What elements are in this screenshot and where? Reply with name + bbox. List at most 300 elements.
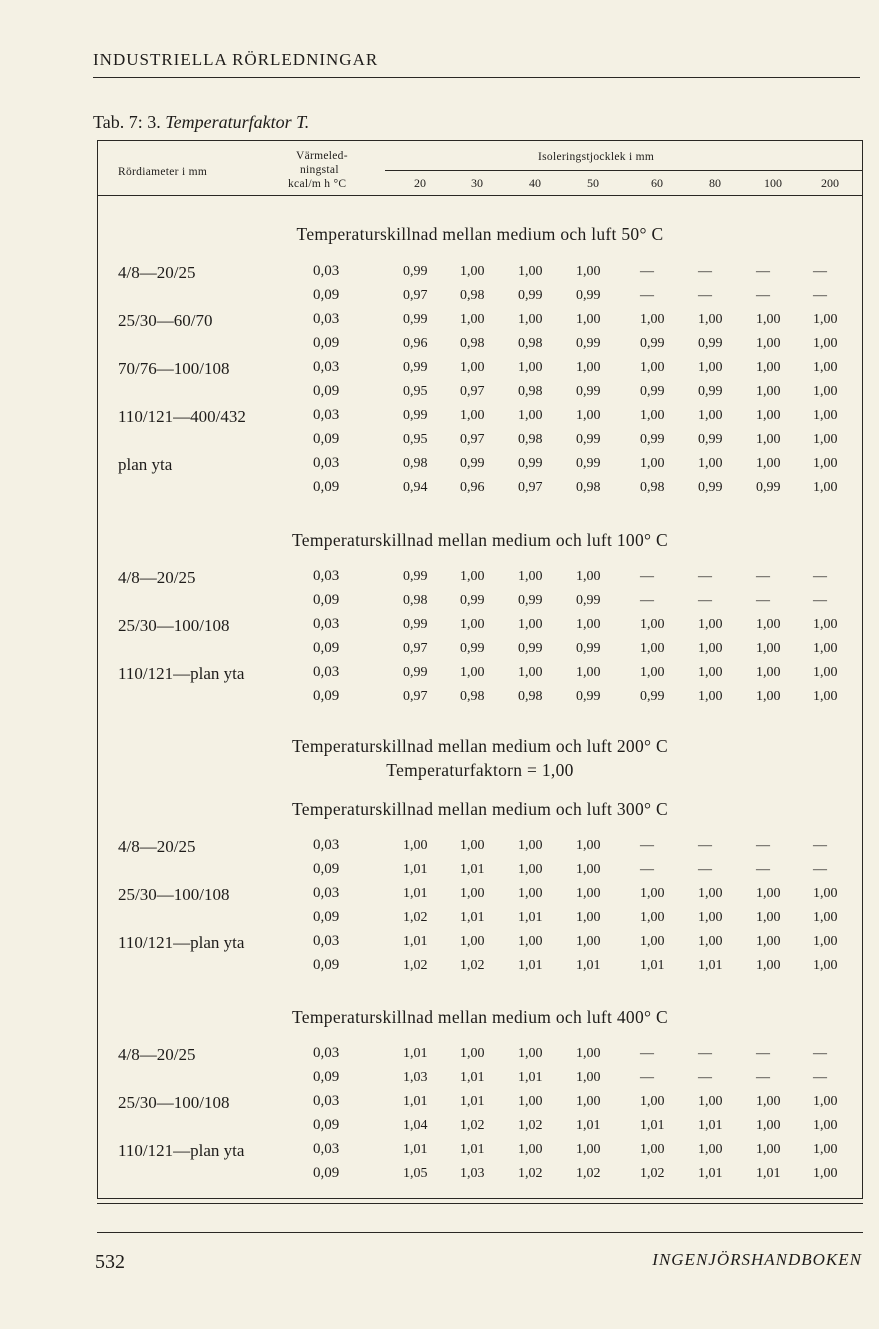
row-conductivity: 0,03 [313,837,340,853]
table-cell: 1,00 [518,886,543,901]
row-conductivity: 0,03 [313,263,340,279]
table-cell: 1,01 [518,910,543,925]
table-cell: — [756,569,770,584]
table-cell: 0,97 [460,384,485,399]
table-cell: — [813,264,827,279]
table-cell: — [756,1070,770,1085]
table-cell: 1,00 [460,838,485,853]
table-cell: — [756,838,770,853]
table-cell: — [640,569,654,584]
table-cell: 0,94 [403,480,428,495]
table-cell: 1,01 [460,1094,485,1109]
table-cell: 0,97 [460,432,485,447]
table-cell: 1,00 [518,408,543,423]
section-title: Temperaturskillnad mellan medium och luft 200° C [292,736,668,756]
table-cell: 1,00 [576,1094,601,1109]
table-cell: 0,98 [640,480,665,495]
table-cell: 1,00 [756,360,781,375]
table-cell: 1,00 [756,665,781,680]
table-cell: — [813,838,827,853]
table-cell: 1,00 [756,958,781,973]
table-cell: 1,00 [813,641,838,656]
table-cell: 1,00 [518,360,543,375]
table-cell: 1,00 [813,360,838,375]
table-cell: 0,97 [518,480,543,495]
row-conductivity: 0,03 [313,311,340,327]
table-cell: 1,00 [813,617,838,632]
table-cell: 1,00 [403,838,428,853]
row-diameter-label: 25/30—100/108 [118,885,230,904]
row-diameter-label: 4/8—20/25 [118,837,196,856]
table-cell: 0,99 [576,593,601,608]
table-cell: 0,99 [460,456,485,471]
row-diameter-label: 70/76—100/108 [118,359,230,378]
table-cell: 1,00 [518,665,543,680]
table-cell: 1,00 [813,1094,838,1109]
table-cell: 1,00 [576,408,601,423]
table-cell: 0,99 [403,312,428,327]
thickness-column-header: 40 [529,176,541,190]
table-cell: 1,00 [460,264,485,279]
row-diameter-label: 4/8—20/25 [118,1045,196,1064]
table-cell: 1,02 [640,1166,665,1181]
thickness-column-header: 50 [587,176,599,190]
table-cell: 0,99 [698,432,723,447]
table-cell: — [813,593,827,608]
table-cell: 1,00 [576,886,601,901]
table-frame-top [97,140,863,141]
table-cell: 0,98 [403,456,428,471]
row-conductivity: 0,09 [313,1069,340,1085]
table-cell: 0,95 [403,384,428,399]
table-frame-right [862,140,863,1198]
table-cell: 1,01 [460,1142,485,1157]
row-conductivity: 0,09 [313,1117,340,1133]
table-cell: 1,00 [460,569,485,584]
table-cell: 0,98 [576,480,601,495]
table-cell: 1,01 [403,862,428,877]
table-cell: 1,00 [640,641,665,656]
table-cell: 1,00 [576,264,601,279]
table-cell: — [640,838,654,853]
row-conductivity: 0,09 [313,383,340,399]
table-cell: 0,99 [576,689,601,704]
table-cell: 1,00 [576,569,601,584]
row-conductivity: 0,09 [313,287,340,303]
table-cell: 1,00 [518,312,543,327]
table-cell: 1,01 [698,1166,723,1181]
table-cell: — [698,593,712,608]
table-cell: 1,00 [518,1094,543,1109]
table-cell: 1,00 [640,934,665,949]
row-conductivity: 0,03 [313,885,340,901]
table-cell: 0,99 [403,264,428,279]
row-conductivity: 0,03 [313,1141,340,1157]
table-cell: 1,00 [756,1142,781,1157]
table-cell: 1,00 [460,934,485,949]
row-diameter-label: 4/8—20/25 [118,568,196,587]
row-diameter-label: 110/121—400/432 [118,407,246,426]
row-conductivity: 0,09 [313,431,340,447]
table-cell: 0,99 [698,384,723,399]
table-cell: 1,00 [698,1142,723,1157]
table-cell: 1,01 [460,910,485,925]
table-cell: 1,01 [698,958,723,973]
table-cell: 1,00 [756,617,781,632]
row-diameter-label: 110/121—plan yta [118,664,245,683]
table-cell: 0,99 [403,360,428,375]
table-cell: 1,01 [640,1118,665,1133]
table-cell: 0,98 [518,689,543,704]
row-conductivity: 0,09 [313,909,340,925]
table-cell: 1,00 [813,1166,838,1181]
table-cell: 1,02 [403,958,428,973]
table-cell: — [698,838,712,853]
table-cell: 1,00 [518,264,543,279]
table-cell: 1,00 [640,360,665,375]
table-frame-bottom [97,1198,863,1199]
table-cell: 1,04 [403,1118,428,1133]
table-cell: 1,00 [813,408,838,423]
table-cell: — [756,593,770,608]
table-cell: 1,00 [640,665,665,680]
table-cell: 0,99 [518,288,543,303]
table-cell: 1,00 [756,1118,781,1133]
table-cell: 0,99 [576,288,601,303]
table-cell: 1,02 [576,1166,601,1181]
conductivity-header-line2: ningstal [300,164,339,176]
table-cell: 1,01 [403,1142,428,1157]
table-cell: 1,01 [403,1046,428,1061]
table-cell: 0,99 [460,593,485,608]
table-cell: 1,00 [756,689,781,704]
table-cell: — [756,1046,770,1061]
table-cell: 1,01 [518,958,543,973]
table-cell: — [813,862,827,877]
table-cell: — [640,1070,654,1085]
table-cell: 0,99 [518,641,543,656]
table-cell: 1,00 [518,1142,543,1157]
table-cell: 1,00 [576,1142,601,1157]
table-cell: 0,97 [403,288,428,303]
table-cell: 0,99 [640,689,665,704]
table-cell: 1,00 [460,617,485,632]
table-cell: 0,99 [576,641,601,656]
table-cell: 0,99 [576,336,601,351]
row-diameter-label: 25/30—60/70 [118,311,213,330]
table-cell: — [640,593,654,608]
table-cell: 0,99 [756,480,781,495]
section-title: Temperaturskillnad mellan medium och luft 400° C [292,1007,668,1027]
table-cell: 0,99 [576,432,601,447]
table-cell: 0,97 [403,689,428,704]
section-title: Temperaturskillnad mellan medium och luft 300° C [292,799,668,819]
table-cell: 1,00 [576,617,601,632]
table-cell: 1,00 [640,910,665,925]
table-cell: 1,00 [813,689,838,704]
table-cell: 1,00 [518,862,543,877]
table-cell: 1,00 [698,689,723,704]
table-cell: — [813,569,827,584]
row-conductivity: 0,03 [313,1045,340,1061]
table-cell: 1,00 [640,617,665,632]
footer-rule [97,1232,863,1233]
row-diameter-label: 4/8—20/25 [118,263,196,282]
table-cell: 1,00 [698,617,723,632]
table-cell: 0,99 [518,593,543,608]
table-cell: — [756,288,770,303]
conductivity-header-line1: Värmeled- [296,150,348,162]
table-cell: 0,99 [403,408,428,423]
row-conductivity: 0,03 [313,568,340,584]
table-cell: 1,01 [756,1166,781,1181]
table-number: Tab. 7: 3. [93,112,161,132]
table-cell: — [698,569,712,584]
row-diameter-label: 110/121—plan yta [118,933,245,952]
table-cell: 1,03 [460,1166,485,1181]
table-cell: 1,00 [518,569,543,584]
table-cell: 0,98 [460,336,485,351]
table-cell: 1,00 [576,1046,601,1061]
row-conductivity: 0,09 [313,479,340,495]
table-cell: 1,00 [813,456,838,471]
table-cell: 0,99 [698,480,723,495]
row-conductivity: 0,03 [313,664,340,680]
thickness-column-header: 200 [821,176,839,190]
table-cell: 1,00 [460,665,485,680]
table-cell: 1,00 [813,1118,838,1133]
table-frame-bottom-double [97,1203,863,1204]
table-cell: 0,98 [518,336,543,351]
table-cell: 0,99 [576,384,601,399]
row-conductivity: 0,03 [313,407,340,423]
table-cell: — [698,264,712,279]
table-cell: 1,02 [460,958,485,973]
table-cell: 1,02 [518,1118,543,1133]
table-cell: 1,02 [403,910,428,925]
table-cell: 1,00 [576,1070,601,1085]
table-cell: — [640,264,654,279]
table-cell: 1,00 [756,384,781,399]
table-cell: 0,98 [518,432,543,447]
table-cell: 1,00 [813,1142,838,1157]
table-cell: 0,97 [403,641,428,656]
table-cell: 1,01 [403,934,428,949]
row-diameter-label: plan yta [118,455,173,474]
table-name: Temperaturfaktor T. [165,112,310,132]
table-cell: 1,00 [576,312,601,327]
row-conductivity: 0,09 [313,592,340,608]
table-cell: 1,00 [698,1094,723,1109]
table-cell: 1,00 [813,910,838,925]
conductivity-header-line3: kcal/m h °C [288,178,347,190]
table-cell: 1,00 [518,1046,543,1061]
table-cell: 1,00 [698,910,723,925]
table-cell: 0,99 [403,665,428,680]
table-cell: 0,96 [460,480,485,495]
table-cell: 1,00 [576,360,601,375]
table-cell: 0,95 [403,432,428,447]
thickness-column-header: 20 [414,176,426,190]
table-cell: 1,00 [698,456,723,471]
table-cell: 1,00 [813,886,838,901]
table-cell: — [813,1046,827,1061]
table-cell: 0,99 [403,617,428,632]
table-cell: — [756,862,770,877]
row-conductivity: 0,03 [313,1093,340,1109]
table-cell: 0,99 [518,456,543,471]
thickness-column-header: 60 [651,176,663,190]
section-note: Temperaturfaktorn = 1,00 [386,760,574,780]
thickness-column-header: 100 [764,176,782,190]
row-conductivity: 0,09 [313,957,340,973]
table-cell: 1,05 [403,1166,428,1181]
header-rule [93,77,860,78]
table-frame-left [97,140,98,1198]
table-cell: 0,99 [640,432,665,447]
row-diameter-label: 25/30—100/108 [118,1093,230,1112]
table-cell: 1,00 [460,408,485,423]
table-cell: 1,00 [813,958,838,973]
table-cell: — [698,1070,712,1085]
book-title: INGENJÖRSHANDBOKEN [652,1250,862,1269]
table-cell: 1,00 [640,886,665,901]
table-cell: 1,00 [698,934,723,949]
table-header-rule [97,195,863,196]
table-cell: — [756,264,770,279]
table-cell: 1,00 [518,838,543,853]
row-conductivity: 0,09 [313,335,340,351]
table-cell: — [640,862,654,877]
table-cell: 1,00 [640,1142,665,1157]
row-conductivity: 0,03 [313,359,340,375]
row-conductivity: 0,09 [313,1165,340,1181]
table-cell: 1,01 [460,1070,485,1085]
section-title: Temperaturskillnad mellan medium och luft 100° C [292,530,668,550]
row-diameter-label: 110/121—plan yta [118,1141,245,1160]
table-cell: 1,00 [518,934,543,949]
table-cell: 1,00 [460,886,485,901]
table-cell: 1,00 [813,480,838,495]
thickness-column-header: 80 [709,176,721,190]
table-cell: 1,00 [640,312,665,327]
table-cell: 0,99 [698,336,723,351]
table-cell: 0,98 [460,689,485,704]
table-cell: 1,00 [460,360,485,375]
insulation-header-rule [385,170,862,171]
table-cell: 1,00 [756,641,781,656]
table-cell: 1,01 [576,1118,601,1133]
table-cell: — [698,1046,712,1061]
table-cell: — [698,862,712,877]
thickness-column-header: 30 [471,176,483,190]
table-cell: 0,98 [518,384,543,399]
diameter-column-header: Rördiameter i mm [118,166,208,178]
table-cell: 1,00 [813,934,838,949]
row-conductivity: 0,03 [313,616,340,632]
table-cell: 1,00 [518,617,543,632]
table-cell: 0,99 [576,456,601,471]
row-conductivity: 0,09 [313,640,340,656]
table-cell: 1,00 [460,312,485,327]
table-cell: 1,00 [756,886,781,901]
table-cell: 0,98 [403,593,428,608]
table-cell: 1,01 [403,1094,428,1109]
insulation-column-header: Isoleringstjocklek i mm [538,151,655,163]
table-cell: 1,02 [460,1118,485,1133]
table-cell: 1,01 [698,1118,723,1133]
table-cell: — [813,288,827,303]
running-head: INDUSTRIELLA RÖRLEDNINGAR [93,50,379,69]
table-cell: 1,00 [460,1046,485,1061]
table-cell: 1,00 [756,934,781,949]
table-cell: 1,00 [698,886,723,901]
table-cell: 1,00 [756,432,781,447]
table-cell: 0,96 [403,336,428,351]
table-cell: 1,00 [698,312,723,327]
table-cell: 0,99 [403,569,428,584]
row-diameter-label: 25/30—100/108 [118,616,230,635]
page-number: 532 [95,1251,125,1273]
table-cell: 0,99 [460,641,485,656]
table-cell: 1,00 [576,910,601,925]
table-cell: 0,99 [640,384,665,399]
table-cell: — [640,288,654,303]
table-cell: 1,00 [813,384,838,399]
table-cell: 1,00 [640,408,665,423]
section-title: Temperaturskillnad mellan medium och luft 50° C [296,224,664,244]
table-cell: 0,99 [640,336,665,351]
table-cell: 1,00 [576,838,601,853]
table-cell: 1,00 [756,910,781,925]
table-cell: 1,00 [756,456,781,471]
table-cell: 1,03 [403,1070,428,1085]
table-title [93,112,309,133]
table-cell: 1,01 [518,1070,543,1085]
table-cell: 1,00 [576,862,601,877]
table-cell: 1,00 [698,360,723,375]
row-conductivity: 0,03 [313,933,340,949]
table-cell: 0,98 [460,288,485,303]
table-cell: 1,02 [518,1166,543,1181]
table-cell: 1,00 [756,1094,781,1109]
table-cell: 1,01 [403,886,428,901]
table-cell: 1,00 [640,1094,665,1109]
table-cell: 1,00 [813,336,838,351]
table-cell: 1,00 [813,665,838,680]
table-cell: — [698,288,712,303]
table-cell: 1,00 [756,336,781,351]
table-cell: 1,00 [640,456,665,471]
row-conductivity: 0,09 [313,861,340,877]
table-cell: 1,01 [460,862,485,877]
table-cell: 1,00 [576,665,601,680]
table-cell: 1,00 [698,665,723,680]
table-cell: — [813,1070,827,1085]
table-cell: 1,00 [698,641,723,656]
table-cell: 1,00 [756,312,781,327]
table-cell: 1,00 [576,934,601,949]
table-cell: 1,00 [756,408,781,423]
table-cell: 1,00 [698,408,723,423]
table-cell: 1,01 [640,958,665,973]
table-cell: 1,00 [813,432,838,447]
table-cell: 1,01 [576,958,601,973]
table-cell: 1,00 [813,312,838,327]
row-conductivity: 0,09 [313,688,340,704]
row-conductivity: 0,03 [313,455,340,471]
table-cell: — [640,1046,654,1061]
